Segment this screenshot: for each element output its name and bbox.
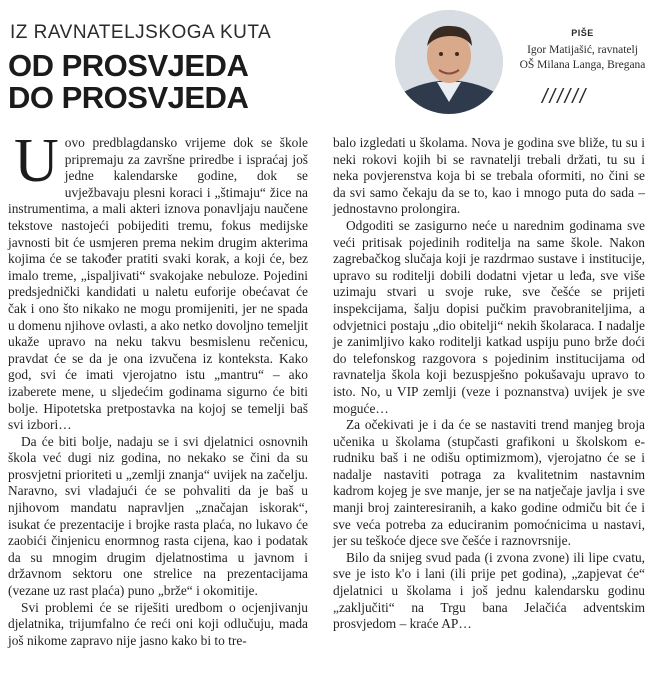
article-paragraph: Bilo da snijeg svud pada (i zvona zvone) ili lipe cvatu, sve je isto k'o i lani (ili prije pet godina), „zapjevat će“ djelatnici u školama i još jednu kalendarsku godinu „zaključiti“ na Trgu bana Jelačića adventskim prosvjedom – kraće AP… [333,549,645,632]
author-portrait-icon [395,10,503,114]
author-photo [395,10,503,114]
article-paragraph: Svi problemi će se riješiti uredbom o ocjenjivanju djelatnika, trijumfalno će reći oni koji odlučuju, mada još nikome zapravo nije jasno kako bi to tre- [8,599,308,648]
article-column-2 [333,135,645,633]
author-name: Igor Matijašić, ravnatelj [527,44,638,56]
author-school: OŠ Milana Langa, Bregana [519,59,646,71]
article-paragraph: Odgoditi se zasigurno neće u narednim godinama sve veći pritisak pojedinih roditelja na same škole. Nakon zagrebačkog slučaja koji je razdrmao sustave i institucije, upravo su roditelji dobili dodatni vjetar u leđa, sve više uzimaju stvari u svoje ruke, sve češće se prijeti inspekcijama, šalju dopisi pučkim pravobraniteljima, a odvjetnici postaju „dio obitelji“ nekih školaraca. I nadalje je zanimljivo kako roditelji katkad uspiju puno brže doći do telefonskog razgovora s pojedinim institucijama od ravnatelja škola koji bezuspješno pokušavaju upravo to isto. No, u VIP zemlji (veze i poznanstva) uvijek je sve moguće… [333,217,645,416]
byline-label: PIŠE [571,28,594,38]
headline [8,50,248,114]
headline-line-2: DO PROSVJEDA [8,80,249,115]
article-paragraph: Za očekivati je i da će se nastaviti trend manjeg broja učenika u školama (stupčasti grafikoni u školskom e-rudniku baš i ne odišu optimizmom), vjerojatno će se i nadalje nastaviti potraga za kvalitetnim nastavnim kadrom kojeg je sve manje, jer se na natječaje javlja i sve manji broj zainteresiranih, a kako godine odmiču bit će i sve veća potreba za educiranim pomoćnicima u nastavi, jer su teškoće djece sve češće i raznovrsnije. [333,417,645,549]
article-column-1 [8,127,308,649]
author-byline [505,26,660,73]
headline-line-1: OD PROSVJEDA [8,48,249,83]
article-paragraph: Da će biti bolje, nadaju se i svi djelatnici osnovnih škola već dugi niz godina, no nekako se čini da su prosvjetni prioriteti u „zemlji znanja“ uvijek na začelju. Naravno, svi vladajući će se pohvaliti da je baš u njihovom mandatu napravljen „značajan iskorak“, isukat će prezentacije i brojke rasta plaća, no lukavo će zaobići činjenicu enormnog rasta cijena, kao i podatak da su mnogim drugim djelatnostima u javnom i državnom sektoru one strelice na prezentacijama (vezane uz rast plaća) puno „brže“ i okomitije. [8,433,308,599]
article-paragraph: Uovo predblagdansko vrijeme dok se škole pripremaju za završne priredbe i ispraćaj još jedne kalendarske godine, dok se uvježbavaju plesni koraci i „štimaju“ žice na instrumentima, a mali akteri iznova ponavljaju naučene tekstove nastojeći pobijediti tremu, fokus medijske javnosti bit će usmjeren prema nekim drugim akterima kojima će se također pratiti svaki korak, a koji će, bez imalo treme, „ispaljivati“ svakojake nebuloze. Pojedini predsjednički kandidati u naletu euforije obećavat će čak i ono što nikako ne mogu promijeniti, jer ne spada u domenu njihove ovlasti, a ako netko dovoljno temeljit ukaže upravo na neku takvu besmislenu rečenicu, pravdat će se da je ona izvučena iz konteksta. Kako god, svi će imati vjerojatno istu „mantru“ – ako izaberete mene, u sljedećim godinama sigurno će biti bolje. Hipotetska pretpostavka na kojoj se temelji baš svi izbori… [8,127,308,433]
section-kicker: IZ RAVNATELJSKOGA KUTA [10,22,272,43]
article-paragraph: balo izgledati u školama. Nova je godina sve bliže, tu su i neki rokovi kojih bi se ravnatelji trebali držati, tu su i neka povjerenstva koja bi se trebala oformiti, no čini se da svi samo čekaju da se to, kao i mnogo puta do sada – jednostavno prolongira. [333,135,645,217]
decorative-slashes: ////// [542,86,588,108]
drop-cap: U [14,127,59,195]
